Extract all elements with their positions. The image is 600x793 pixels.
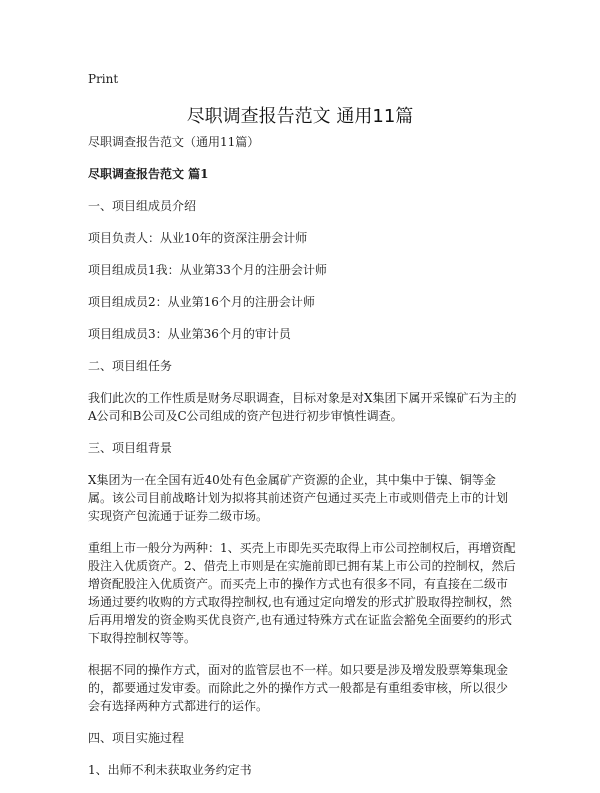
paragraph-subtitle: 尽职调查报告范文（通用11篇） (88, 135, 260, 149)
section-heading-background: 三、项目组背景 (88, 441, 173, 455)
section-heading-members: 一、项目组成员介绍 (88, 199, 197, 213)
paragraph-task: 我们此次的工作性质是财务尽职调查，目标对象是对X集团下属开采镍矿石为主的A公司和B公司及C公司组成的资产包进行初步审慎性调查。 (88, 391, 517, 423)
member-3: 项目组成员3：从业第36个月的审计员 (88, 327, 291, 341)
paragraph-regulation: 根据不同的操作方式，面对的监管层也不一样。如只要是涉及增发股票筹集现金的，都要通过发审委。而除此之外的操作方式一般都是有重组委审核，所以很少会有选择两种方式都进行的运作。 (88, 663, 509, 713)
member-1: 项目组成员1我：从业第33个月的注册会计师 (88, 263, 327, 277)
document-body (88, 133, 518, 793)
paragraph-background: X集团为一在全国有近40处有色金属矿产资源的企业，其中集中于镍、铜等金属。该公司目前战略计划为拟将其前述资产包通过买壳上市或则借壳上市的计划实现资产包流通于证券二级市场。 (88, 473, 509, 523)
document-title: 尽职调查报告范文 通用11篇 (186, 106, 414, 127)
section-heading-task: 二、项目组任务 (88, 359, 173, 373)
section-heading-process: 四、项目实施过程 (88, 731, 185, 745)
member-leader: 项目负责人：从业10年的资深注册会计师 (88, 231, 308, 245)
member-2: 项目组成员2：从业第16个月的注册会计师 (88, 295, 315, 309)
paragraph-restructuring: 重组上市一般分为两种：1、买壳上市即先买壳取得上市公司控制权后，再增资配股注入优质资产。2、借壳上市则是在实施前即已拥有某上市公司的控制权，然后增资配股注入优质资产。而买壳上市的操作方式也有很多不同，有直接在二级市场通过要约收购的方式取得控制权,也有通过定向增发的形式扩股取得控制权，然后再用增发的资金购买优良资产,也有通过特殊方式在证监会豁免全面要约的形式下取得控制权等等。 (88, 541, 516, 645)
section-heading: 尽职调查报告范文 篇1 (88, 167, 209, 181)
paragraph-process-1: 1、出师不利未获取业务约定书 (88, 763, 252, 777)
print-label[interactable]: Print (88, 72, 119, 86)
